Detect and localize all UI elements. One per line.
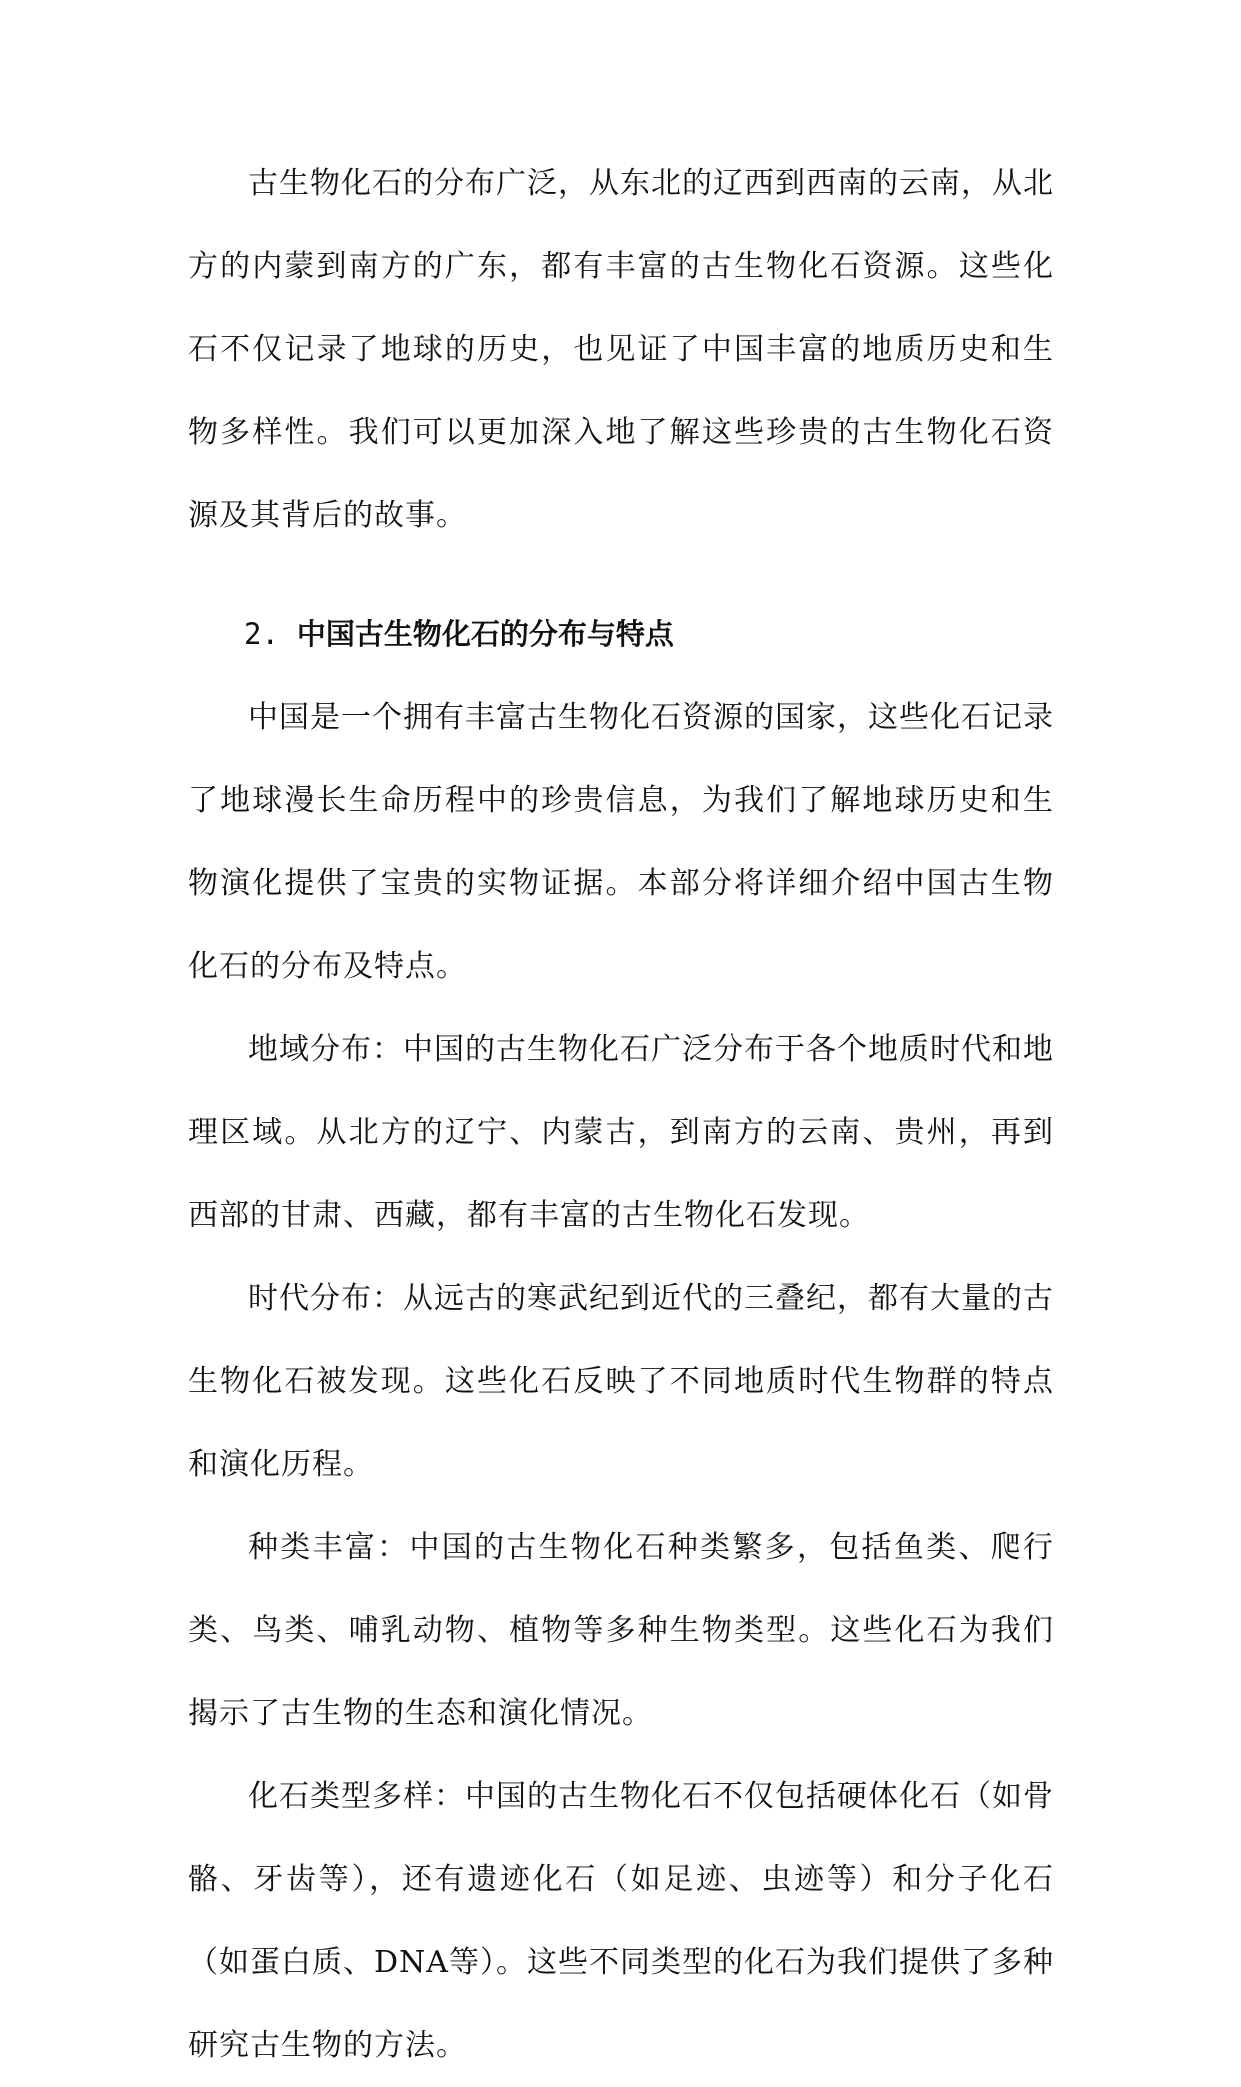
- paragraph-fossil-types: 化石类型多样：中国的古生物化石不仅包括硬体化石（如骨骼、牙齿等），还有遗迹化石（如足迹、虫迹等）和分子化石（如蛋白质、DNA等）。这些不同类型的化石为我们提供了多种研究古生物的方法。: [188, 1779, 1054, 2063]
- section-title: 中国古生物化石的分布与特点: [296, 617, 674, 651]
- paragraph-overview: 中国是一个拥有丰富古生物化石资源的国家，这些化石记录了地球漫长生命历程中的珍贵信息，为我们了解地球历史和生物演化提供了宝贵的实物证据。本部分将详细介绍中国古生物化石的分布及特点。: [188, 700, 1054, 984]
- section-number: 2.: [244, 617, 279, 651]
- section-heading: [188, 593, 1054, 676]
- intro-paragraph: 古生物化石的分布广泛，从东北的辽西到西南的云南，从北方的内蒙到南方的广东，都有丰富的古生物化石资源。这些化石不仅记录了地球的历史，也见证了中国丰富的地质历史和生物多样性。我们可以更加深入地了解这些珍贵的古生物化石资源及其背后的故事。: [188, 166, 1054, 533]
- paragraph-species-richness: 种类丰富：中国的古生物化石种类繁多，包括鱼类、爬行类、鸟类、哺乳动物、植物等多种生物类型。这些化石为我们揭示了古生物的生态和演化情况。: [188, 1530, 1054, 1731]
- paragraph-era-distribution: 时代分布：从远古的寒武纪到近代的三叠纪，都有大量的古生物化石被发现。这些化石反映了不同地质时代生物群的特点和演化历程。: [188, 1281, 1054, 1482]
- document-body: [188, 142, 1054, 2087]
- paragraph-regional-distribution: 地域分布：中国的古生物化石广泛分布于各个地质时代和地理区域。从北方的辽宁、内蒙古，到南方的云南、贵州，再到西部的甘肃、西藏，都有丰富的古生物化石发现。: [188, 1032, 1054, 1233]
